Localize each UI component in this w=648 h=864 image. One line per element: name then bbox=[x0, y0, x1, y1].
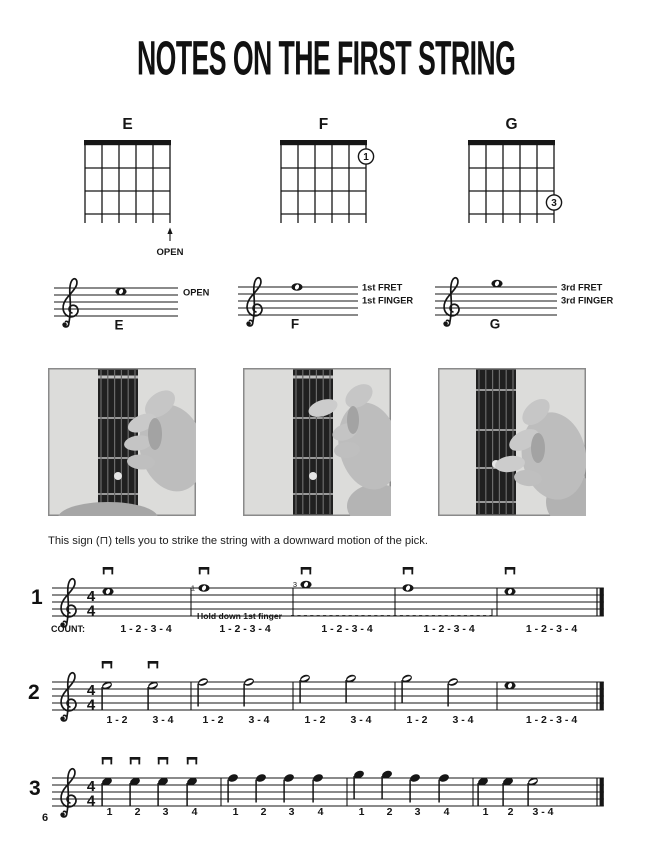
svg-text:F: F bbox=[290, 316, 300, 332]
svg-text:1st FINGER: 1st FINGER bbox=[362, 295, 414, 306]
page-title bbox=[0, 30, 648, 84]
svg-text:3rd FINGER: 3rd FINGER bbox=[561, 295, 614, 306]
svg-text:1 - 2 - 3 - 4: 1 - 2 - 3 - 4 bbox=[525, 714, 578, 726]
fret-dot-inlay bbox=[114, 472, 122, 480]
svg-text:2: 2 bbox=[260, 806, 267, 818]
svg-text:G: G bbox=[505, 116, 518, 133]
photo-f-first-finger-hand bbox=[243, 368, 391, 516]
svg-text:OPEN: OPEN bbox=[156, 247, 184, 258]
svg-text:2: 2 bbox=[134, 806, 141, 818]
svg-text:E: E bbox=[114, 317, 124, 333]
exercise-3-notation bbox=[0, 750, 648, 835]
svg-text:4: 4 bbox=[191, 806, 198, 818]
exercise-2-number: 2 bbox=[28, 681, 40, 704]
svg-text:1: 1 bbox=[482, 806, 489, 818]
svg-text:1: 1 bbox=[106, 806, 113, 818]
svg-text:COUNT:: COUNT: bbox=[51, 624, 85, 634]
fretboard-graphic bbox=[293, 370, 333, 515]
fret-dot-inlay bbox=[309, 472, 317, 480]
exercise-3-number: 3 bbox=[29, 777, 41, 800]
svg-text:4: 4 bbox=[317, 806, 324, 818]
svg-text:1 - 2 - 3 - 4: 1 - 2 - 3 - 4 bbox=[423, 623, 475, 635]
svg-text:1 - 2: 1 - 2 bbox=[406, 714, 428, 726]
svg-text:Hold down 1st finger: Hold down 1st finger bbox=[197, 610, 282, 621]
page-number: 6 bbox=[42, 812, 49, 824]
photo-open-e-hand bbox=[48, 368, 196, 516]
photo-g-third-finger-hand bbox=[438, 368, 586, 516]
svg-text:1 - 2: 1 - 2 bbox=[304, 714, 326, 726]
svg-text:3: 3 bbox=[288, 806, 295, 818]
svg-text:1: 1 bbox=[358, 806, 365, 818]
svg-text:3: 3 bbox=[162, 806, 169, 818]
svg-text:1 - 2: 1 - 2 bbox=[202, 714, 224, 726]
svg-text:3 - 4: 3 - 4 bbox=[532, 806, 554, 818]
svg-text:3 - 4: 3 - 4 bbox=[152, 714, 174, 726]
svg-text:4: 4 bbox=[86, 602, 96, 620]
svg-text:4: 4 bbox=[86, 682, 96, 700]
svg-text:1 - 2 - 3 - 4: 1 - 2 - 3 - 4 bbox=[321, 623, 373, 635]
svg-text:E: E bbox=[122, 116, 133, 133]
svg-text:OPEN: OPEN bbox=[183, 287, 210, 298]
svg-text:1 - 2 - 3 - 4: 1 - 2 - 3 - 4 bbox=[120, 623, 172, 635]
svg-text:4: 4 bbox=[443, 806, 450, 818]
note-intro-staves bbox=[0, 258, 648, 343]
svg-text:1 - 2 - 3 - 4: 1 - 2 - 3 - 4 bbox=[525, 623, 578, 635]
svg-text:3 - 4: 3 - 4 bbox=[248, 714, 270, 726]
svg-text:4: 4 bbox=[86, 588, 96, 606]
svg-text:1: 1 bbox=[232, 806, 239, 818]
svg-text:1 - 2: 1 - 2 bbox=[106, 714, 128, 726]
svg-text:4: 4 bbox=[86, 778, 96, 796]
chord-diagrams-row bbox=[0, 112, 648, 264]
svg-text:3: 3 bbox=[292, 580, 297, 590]
svg-text:1 - 2 - 3 - 4: 1 - 2 - 3 - 4 bbox=[219, 623, 271, 635]
svg-text:4: 4 bbox=[86, 696, 96, 714]
svg-text:G: G bbox=[489, 316, 501, 332]
downstroke-instruction: This sign (⊓) tells you to strike the string with a downward motion of the pick. bbox=[48, 535, 428, 547]
svg-text:3rd FRET: 3rd FRET bbox=[561, 282, 603, 293]
svg-text:4: 4 bbox=[86, 792, 96, 810]
exercise-1-notation bbox=[0, 552, 648, 652]
svg-text:1st FRET: 1st FRET bbox=[362, 282, 403, 293]
svg-text:2: 2 bbox=[507, 806, 514, 818]
svg-text:3 - 4: 3 - 4 bbox=[350, 714, 372, 726]
exercise-1-number: 1 bbox=[31, 586, 43, 609]
svg-text:1: 1 bbox=[363, 152, 369, 163]
svg-text:3 - 4: 3 - 4 bbox=[452, 714, 474, 726]
svg-text:F: F bbox=[318, 116, 329, 133]
svg-text:3: 3 bbox=[414, 806, 421, 818]
svg-text:3: 3 bbox=[551, 198, 557, 209]
page-title-text: NOTES ON THE FIRST STRING bbox=[136, 31, 516, 86]
exercise-2-notation bbox=[0, 655, 648, 740]
svg-text:1: 1 bbox=[190, 583, 195, 593]
svg-text:2: 2 bbox=[386, 806, 393, 818]
